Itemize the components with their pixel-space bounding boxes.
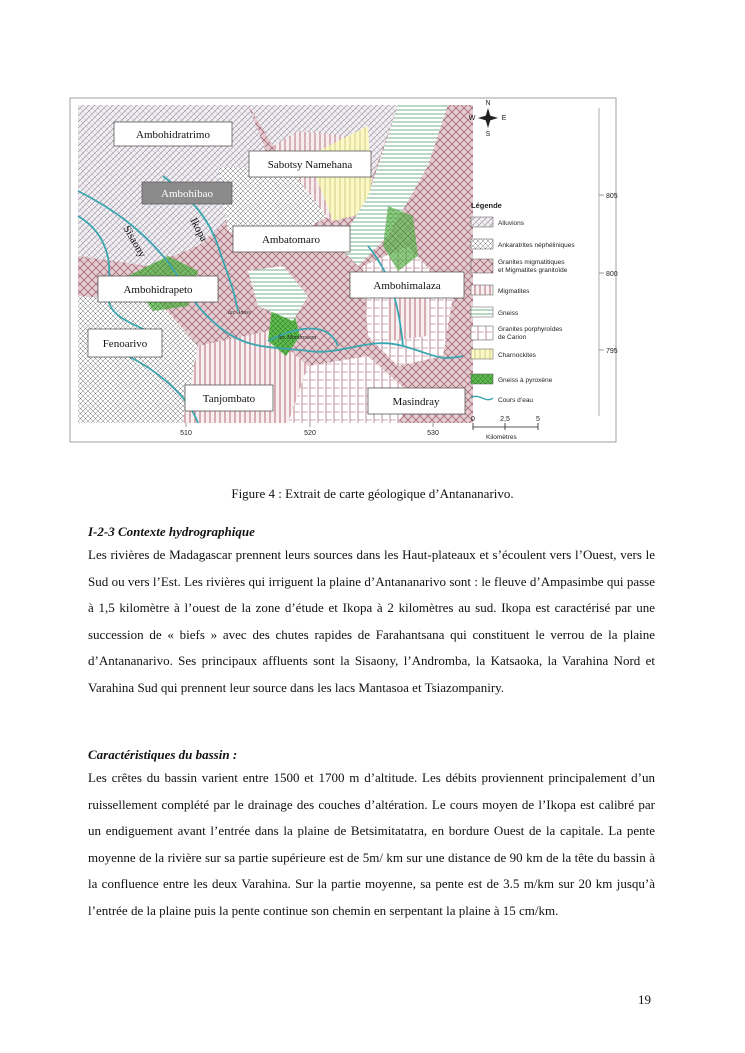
label-sabotsy-text: Sabotsy Namehana	[267, 159, 353, 171]
legend-migmatites: Migmatites	[498, 288, 530, 295]
legend-alluvions: Alluvions	[498, 220, 525, 227]
scale-bar	[471, 416, 540, 441]
legend-charnockites: Charnockites	[498, 352, 536, 359]
legend-granites-porph-2: de Carion	[498, 334, 527, 341]
compass-w: W	[468, 115, 476, 122]
label-fenoarivo	[88, 329, 162, 357]
compass-s: S	[485, 131, 491, 138]
legend-title: Légende	[471, 201, 502, 210]
section-heading: I-2-3 Contexte hydrographique	[88, 524, 255, 539]
label-ambatomaro-text: Ambatomaro	[261, 234, 321, 246]
compass-rose-icon	[469, 100, 507, 138]
label-ambohidratrimo	[114, 122, 232, 146]
y-tick: 795	[606, 348, 618, 355]
scale-max: 5	[536, 416, 540, 423]
label-masindray	[368, 388, 465, 414]
label-fenoarivo-text: Fenoarivo	[102, 338, 148, 350]
label-ambohibao-text: Ambohibao	[161, 188, 213, 200]
legend-cours-eau: Cours d’eau	[498, 397, 534, 404]
scale-mid: 2,5	[500, 416, 510, 423]
scale-unit: Kilomètres	[486, 434, 517, 441]
label-ambohidrapeto	[98, 276, 218, 302]
section-paragraph: Les rivières de Madagascar prennent leurs sources dans les Haut-plateaux et s’écoulent vers l’Ouest, vers le Sud ou vers l’Est. Les rivières qui irriguent la plaine d’Antananarivo sont : le fleuve d’Ampasimbe qui passe à 1,5 kilomètre à l’ouest de la zone d’étude et Ikopa à 2 kilomètres au sud. Ikopa est caractérisé par une succession de « biefs » avec des chutes rapides de Farahantsana qui constituent le verrou de la plaine d’Antananarivo. Ses principaux affluents sont la Sisaony, l’Andromba, la Katsaoka, la Varahina Nord et Varahina Sud qui prennent leur source dans les lacs Mantasoa et Tsiazompaniry.	[88, 547, 655, 695]
legend-ankaratrites: Ankaratrites néphéliniques	[498, 242, 575, 249]
y-tick: 800	[606, 271, 618, 278]
y-tick: 805	[606, 193, 618, 200]
x-tick: 520	[304, 430, 316, 437]
label-ikopa: Ikopa	[187, 215, 210, 244]
legend-gneiss: Gneiss	[498, 310, 519, 317]
label-masindray-text: Masindray	[392, 396, 440, 408]
section-bassin	[88, 747, 655, 925]
label-tanjombato-text: Tanjombato	[202, 393, 256, 405]
compass-e: E	[501, 115, 507, 122]
label-ambohidratrimo-text: Ambohidratrimo	[136, 129, 210, 141]
basin-heading: Caractéristiques du bassin :	[88, 747, 238, 762]
label-ambohibao	[142, 182, 232, 204]
legend	[471, 201, 575, 404]
geological-map-figure	[68, 96, 618, 446]
label-ambohimalaza-text: Ambohimalaza	[373, 280, 441, 292]
legend-granites-porph-1: Granites porphyroïdes	[498, 326, 563, 333]
label-ambatomaro	[233, 226, 350, 252]
x-tick: 530	[427, 430, 439, 437]
label-lac-anosy: lac Anosy	[228, 310, 252, 316]
label-lac-mandroseza: lac Mandroseza	[278, 335, 317, 341]
section-hydrographique	[88, 524, 655, 702]
legend-gneiss-pyroxene: Gneiss à pyroxène	[498, 377, 553, 384]
label-sisaony: Sisaony	[120, 223, 149, 260]
page-number: 19	[638, 992, 651, 1007]
label-ambohimalaza	[350, 272, 464, 298]
legend-granites-migm-1: Granites migmatitiques	[498, 259, 565, 266]
scale-zero: 0	[471, 416, 475, 423]
label-sabotsy	[249, 151, 371, 177]
legend-granites-migm-2: et Migmatites granitoïde	[498, 267, 568, 274]
label-tanjombato	[185, 385, 273, 411]
x-tick: 510	[180, 430, 192, 437]
figure-caption: Figure 4 : Extrait de carte géologique d’Antananarivo.	[231, 486, 514, 501]
compass-n: N	[485, 100, 491, 107]
label-ambohidrapeto-text: Ambohidrapeto	[123, 284, 193, 296]
basin-paragraph: Les crêtes du bassin varient entre 1500 et 1700 m d’altitude. Les débits proviennent principalement d’un ruissellement complété par le drainage des couches d’altération. Le cours moyen de l’Ikopa est calibré par un endiguement avant l’entrée dans la plaine de Betsimitatatra, en bordure Ouest de la capitale. La pente moyenne de la rivière sur sa partie supérieure est de 5m/ km sur une distance de 90 km de la tête du bassin à la confluence entre les deux Varahina. Sur la partie moyenne, sa pente est de 3.5 m/km sur 20 km jusqu’à l’entrée de la plaine puis la pente continue son chemin en serpentant la plaine à 15 cm/km.	[88, 770, 655, 918]
